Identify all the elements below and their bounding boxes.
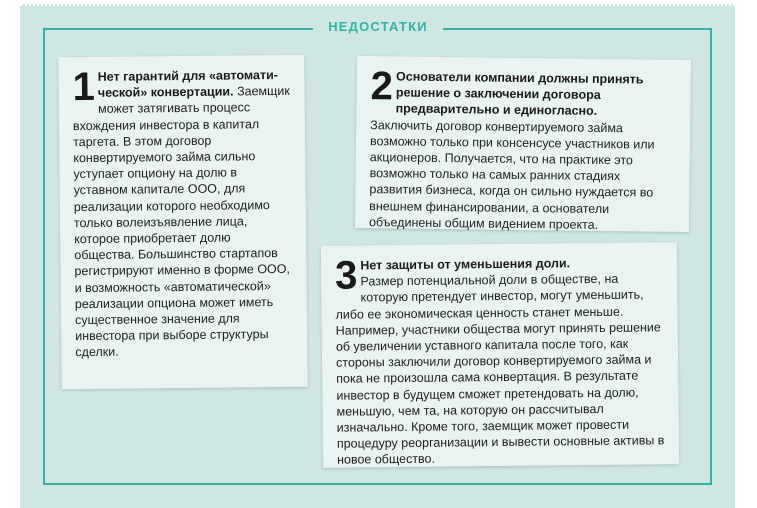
disadvantage-card-3 <box>321 242 679 468</box>
disadvantage-card-2 <box>355 56 691 232</box>
card-number: 2 <box>370 64 394 109</box>
title-label-wrap <box>313 15 443 37</box>
card-number: 3 <box>334 253 358 298</box>
card-body: Заключить договор конвертируемого займа возможно только при консенсусе участников или акционеров. Получается, что на практике это возможно только на самых ранних стадиях развития бизнеса, когда он сильно нуждается во внешнем финансировании, а основатели объединены общим видением проекта. <box>368 117 655 232</box>
card-body: Заемщик может затягивать процесс вхождения инвестора в капитал таргета. В этом договор конвертируемого займа сильно уступает опционy на долю в уставном капитале ООО, для реализации которого необходимо только волеизъявление лица, которое приобретает долю общества. Большинство стартапов регистрируют именно в форме ООО, и возможность «автоматической» реализации опциона может иметь существенное значение для инвестора при выборе структуры сделки. <box>72 84 291 360</box>
card-heading: Нет гарантий для «автоматической» конвертации. <box>97 67 278 101</box>
disadvantage-card-1 <box>58 55 307 390</box>
card-heading: Нет защиты от уменьшения доли. <box>360 256 571 273</box>
card-body: Размер потенциальной доли в обществе, на которую претендует инвестор, могут уменьшить, либо ее экономическая ценность станет меньше. Например, участники общества могут принять решение об увеличении уставного капитала после того, как стороны заключили договор конвертируемого займа и пока не произошла сама конвертация. В результате инвестор в будущем сможет претендовать на долю, меньшую, чем та, на которую он рассчитывал изначально. Кроме того, заемщик может провести процедуру реорганизации и вывести основные активы в новое общество. <box>335 271 665 468</box>
section-title: НЕДОСТАТКИ <box>328 18 428 34</box>
card-heading: Основатели компании должны принять решение о заключении договора предварительно и единогласно. <box>395 69 644 119</box>
card-number: 1 <box>72 64 96 110</box>
